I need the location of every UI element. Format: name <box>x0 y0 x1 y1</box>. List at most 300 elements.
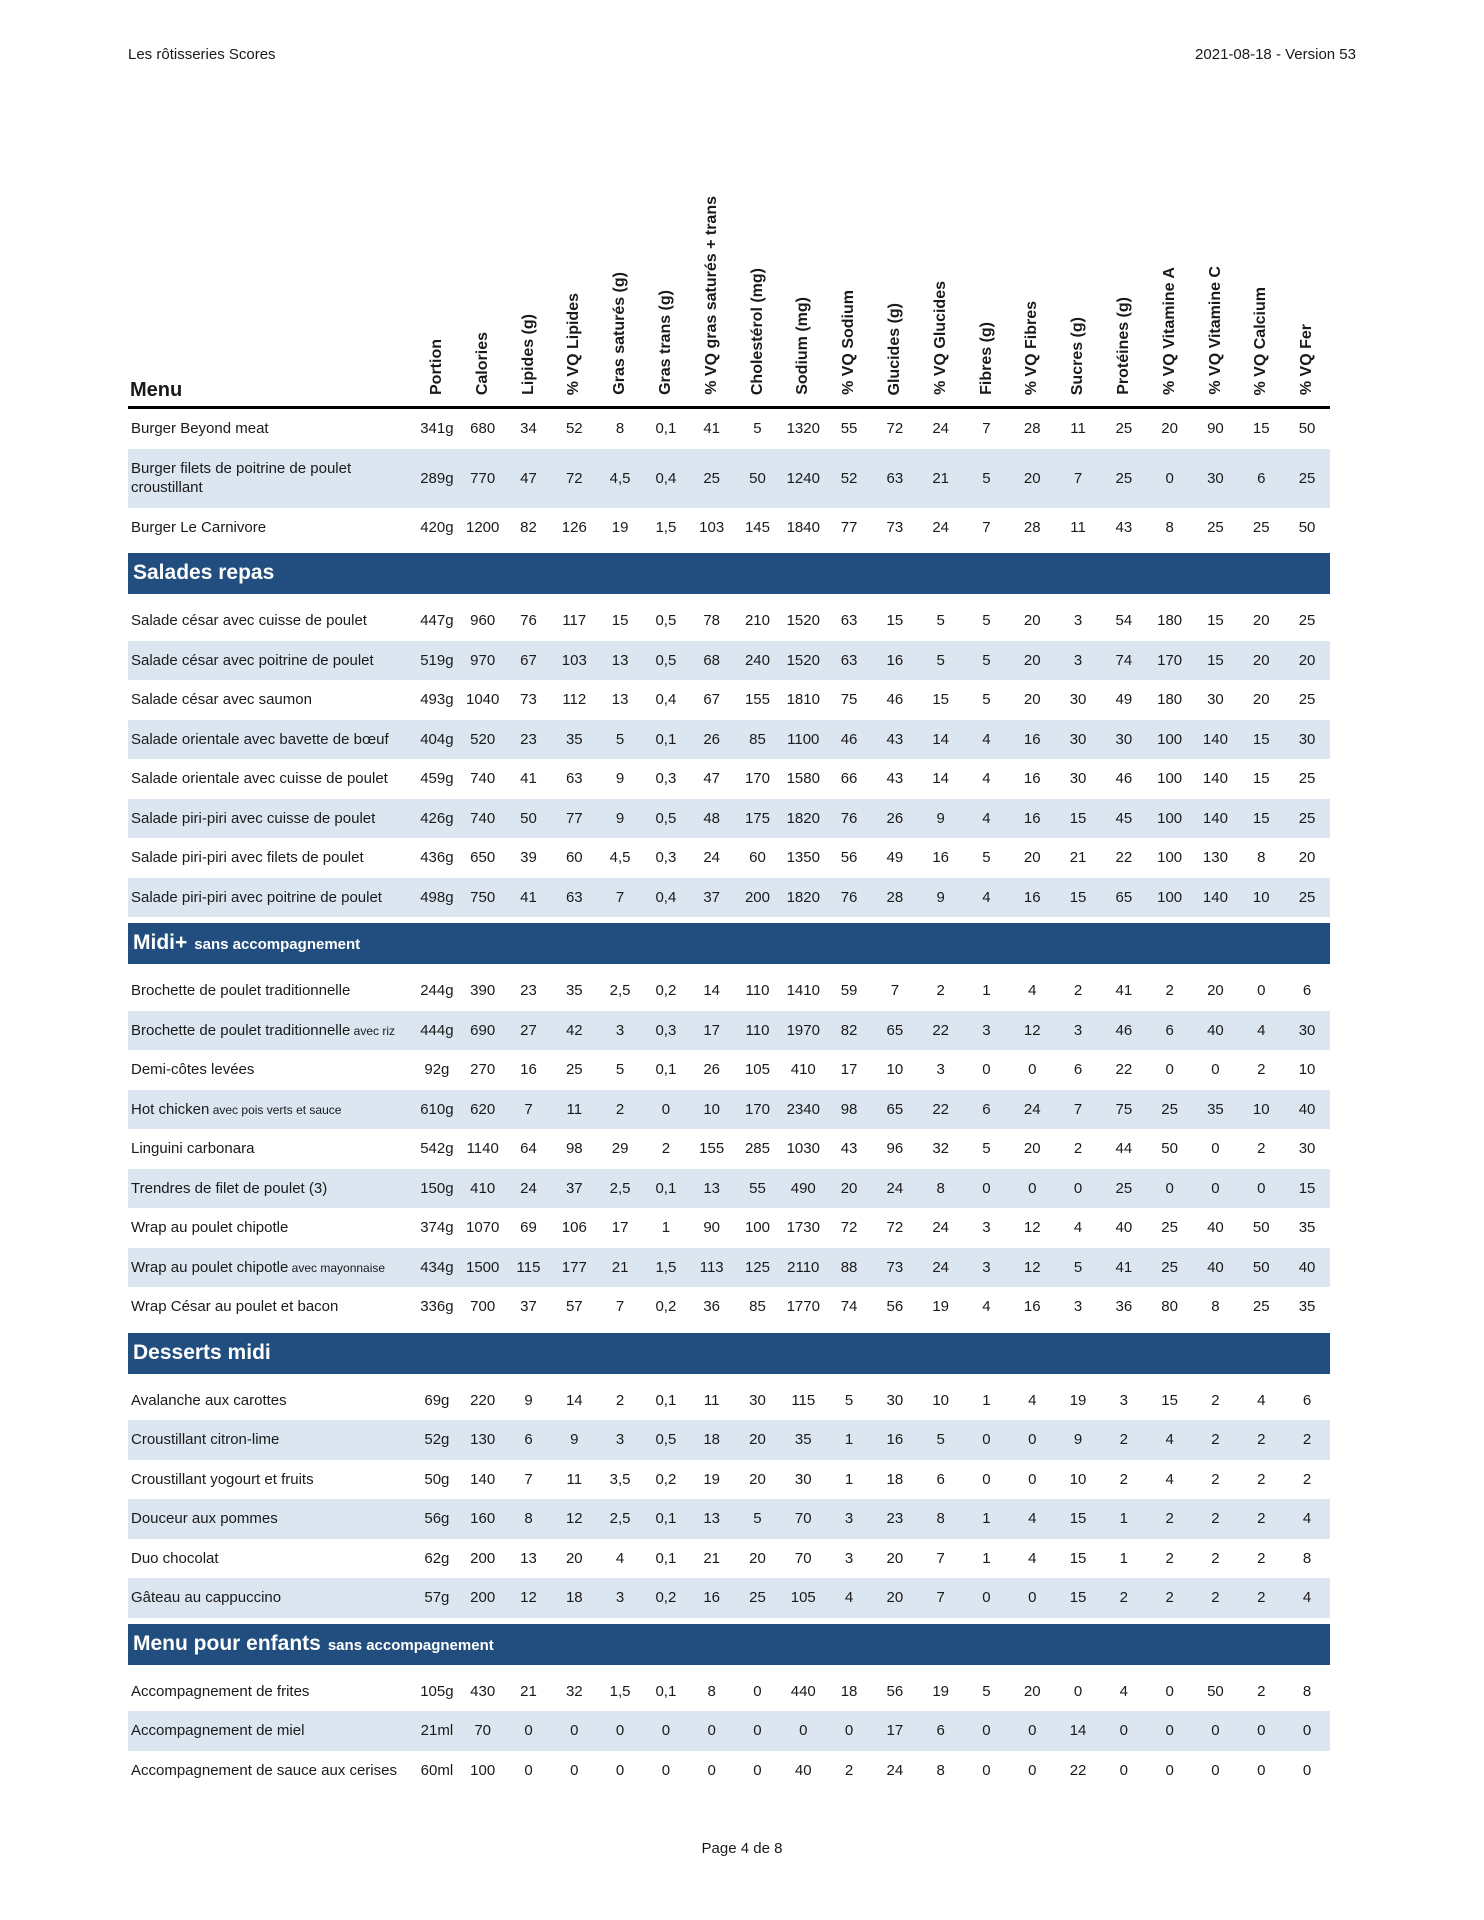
menu-item-name-cell <box>128 1287 414 1327</box>
document-version: 2021-08-18 - Version 53 <box>1195 46 1356 63</box>
value-cell: 24 <box>703 849 721 867</box>
value-cell: 7 <box>524 1470 533 1488</box>
value-cell: 1820 <box>780 878 826 918</box>
menu-item-name: Salade orientale avec bavette de bœuf <box>131 730 389 748</box>
column-header <box>460 128 506 408</box>
menu-item-name-cell <box>128 1672 414 1712</box>
value-cell: 9 <box>597 799 643 839</box>
value-cell: 3 <box>936 1061 945 1079</box>
value-cell: 14 <box>703 982 721 1000</box>
value-cell: 0 <box>780 1711 826 1751</box>
value-cell: 420g <box>420 518 454 536</box>
value-cell: 30 <box>1193 449 1239 508</box>
value-cell: 80 <box>1161 1298 1178 1316</box>
value-cell: 2 <box>1119 1470 1129 1488</box>
value-cell: 150g <box>414 1169 460 1209</box>
value-cell: 0 <box>1211 1061 1220 1079</box>
value-cell: 24 <box>872 1169 918 1209</box>
table-row <box>128 1420 1330 1460</box>
value-cell: 0 <box>1055 1169 1101 1209</box>
value-cell: 650 <box>470 849 496 867</box>
menu-item-name: Salade piri-piri avec poitrine de poulet <box>131 888 382 906</box>
value-cell: 32 <box>565 1682 583 1700</box>
value-cell: 7 <box>1055 449 1101 508</box>
value-cell: 28 <box>1023 420 1041 438</box>
menu-item-name: Burger filets de poitrine de poulet croustillant <box>131 459 352 496</box>
value-cell: 5 <box>982 691 991 709</box>
value-cell: 542g <box>420 1140 454 1158</box>
value-cell: 20 <box>1023 1682 1041 1700</box>
value-cell: 5 <box>597 720 643 760</box>
value-cell: 21ml <box>414 1711 460 1751</box>
section-title: Menu pour enfants <box>133 1631 321 1655</box>
value-cell: 47 <box>703 770 721 788</box>
value-cell: 0,5 <box>643 799 689 839</box>
value-cell: 0 <box>1193 1169 1239 1209</box>
value-cell: 5 <box>844 1391 854 1409</box>
value-cell: 73 <box>872 1248 918 1288</box>
value-cell: 680 <box>470 420 496 438</box>
table-row <box>128 1208 1330 1248</box>
value-cell: 35 <box>1193 1090 1239 1130</box>
value-cell: 498g <box>414 878 460 918</box>
value-cell: 24 <box>932 1219 949 1237</box>
value-cell: 459g <box>420 770 454 788</box>
value-cell: 0 <box>1101 1711 1147 1751</box>
value-cell: 0 <box>1238 1169 1284 1209</box>
value-cell: 0 <box>1165 1761 1174 1779</box>
value-cell: 0 <box>551 1711 597 1751</box>
value-cell: 0 <box>1009 1420 1055 1460</box>
spacer-row <box>128 1665 1330 1672</box>
column-header <box>1101 128 1147 408</box>
menu-item-name: Salade césar avec poitrine de poulet <box>131 651 374 669</box>
value-cell: 2 <box>1257 1682 1266 1700</box>
value-cell: 690 <box>460 1011 506 1051</box>
value-cell: 22 <box>918 1090 964 1130</box>
value-cell: 24 <box>1009 1090 1055 1130</box>
value-cell: 46 <box>826 720 872 760</box>
value-cell: 0 <box>964 1578 1010 1618</box>
value-cell: 13 <box>597 641 643 681</box>
value-cell: 30 <box>1207 691 1224 709</box>
value-cell: 2 <box>1211 1470 1220 1488</box>
value-cell: 32 <box>932 1140 949 1158</box>
value-cell: 13 <box>520 1549 537 1567</box>
table-row <box>128 601 1330 641</box>
value-cell: 240 <box>735 641 781 681</box>
value-cell: 0 <box>1073 1682 1083 1700</box>
value-cell: 15 <box>1238 720 1284 760</box>
value-cell: 3 <box>844 1549 854 1567</box>
value-cell: 96 <box>886 1140 904 1158</box>
value-cell: 63 <box>840 612 858 630</box>
value-cell: 82 <box>520 518 537 536</box>
section-subtitle: sans accompagnement <box>194 936 361 953</box>
value-cell: 30 <box>1069 691 1087 709</box>
value-cell: 0 <box>1028 1061 1037 1079</box>
column-header-label: Lipides (g) <box>519 314 537 395</box>
value-cell: 36 <box>1115 1298 1133 1316</box>
table-row <box>128 1248 1330 1288</box>
menu-item-name-cell <box>128 1011 414 1051</box>
value-cell: 64 <box>520 1140 537 1158</box>
value-cell: 14 <box>1055 1711 1101 1751</box>
value-cell: 0 <box>1165 1061 1174 1079</box>
value-cell: 130 <box>1202 849 1228 867</box>
spacer <box>128 1665 1330 1672</box>
value-cell: 0,2 <box>655 1298 677 1316</box>
table-row <box>128 641 1330 681</box>
value-cell: 0 <box>753 1761 762 1779</box>
menu-item-name: Croustillant citron-lime <box>131 1431 280 1448</box>
value-cell: 2 <box>1101 1578 1147 1618</box>
menu-item-name-cell <box>128 1169 414 1209</box>
value-cell: 12 <box>551 1499 597 1539</box>
value-cell: 2 <box>1073 1140 1083 1158</box>
value-cell: 43 <box>1115 518 1133 536</box>
value-cell: 117 <box>562 612 587 630</box>
value-cell: 56 <box>840 849 858 867</box>
value-cell: 160 <box>460 1499 506 1539</box>
value-cell: 16 <box>872 641 918 681</box>
value-cell: 20 <box>749 1470 766 1488</box>
value-cell: 100 <box>1147 799 1193 839</box>
value-cell: 2340 <box>780 1090 826 1130</box>
value-cell: 15 <box>1284 1169 1330 1209</box>
column-header-label: % VQ Vitamine A <box>1160 266 1178 395</box>
value-cell: 77 <box>840 518 858 536</box>
value-cell: 85 <box>735 720 781 760</box>
value-cell: 0 <box>982 1761 991 1779</box>
value-cell: 19 <box>611 518 629 536</box>
value-cell: 11 <box>566 1470 583 1488</box>
column-header-label: % VQ Fer <box>1298 323 1316 395</box>
value-cell: 24 <box>918 1248 964 1288</box>
value-cell: 25 <box>1298 691 1316 709</box>
value-cell: 20 <box>749 1549 766 1567</box>
value-cell: 55 <box>840 420 858 438</box>
value-cell: 76 <box>826 878 872 918</box>
value-cell: 15 <box>1069 1549 1087 1567</box>
table-row <box>128 1129 1330 1169</box>
section-title: Salades repas <box>133 561 275 584</box>
value-cell: 1810 <box>786 691 820 709</box>
value-cell: 610g <box>414 1090 460 1130</box>
value-cell: 15 <box>1207 612 1224 630</box>
value-cell: 20 <box>1009 641 1055 681</box>
value-cell: 436g <box>420 849 454 867</box>
value-cell: 20 <box>1023 1140 1041 1158</box>
value-cell: 110 <box>745 982 770 1000</box>
value-cell: 65 <box>872 1011 918 1051</box>
value-cell: 0,3 <box>643 1011 689 1051</box>
value-cell: 6 <box>1302 982 1312 1000</box>
value-cell: 24 <box>886 1761 904 1779</box>
value-cell: 20 <box>1023 849 1041 867</box>
value-cell: 100 <box>1147 720 1193 760</box>
value-cell: 30 <box>1101 720 1147 760</box>
value-cell: 25 <box>1161 1219 1178 1237</box>
column-header <box>643 128 689 408</box>
value-cell: 2 <box>1193 1578 1239 1618</box>
section-header <box>128 1624 1330 1665</box>
value-cell: 19 <box>1069 1391 1087 1409</box>
column-header <box>506 128 552 408</box>
value-cell: 0 <box>1009 1578 1055 1618</box>
value-cell: 74 <box>840 1298 858 1316</box>
menu-item-name-cell <box>128 878 414 918</box>
section-header <box>128 1333 1330 1374</box>
value-cell: 4 <box>1147 1420 1193 1460</box>
table-row <box>128 508 1330 548</box>
value-cell: 15 <box>1161 1391 1178 1409</box>
value-cell: 18 <box>886 1470 904 1488</box>
value-cell: 21 <box>520 1682 537 1700</box>
table-row <box>128 838 1330 878</box>
value-cell: 285 <box>744 1140 770 1158</box>
value-cell: 17 <box>611 1219 629 1237</box>
value-cell: 210 <box>744 612 770 630</box>
menu-item-name-cell <box>128 1499 414 1539</box>
value-cell: 60ml <box>420 1761 454 1779</box>
value-cell: 155 <box>699 1140 725 1158</box>
value-cell: 25 <box>1284 449 1330 508</box>
value-cell: 404g <box>414 720 460 760</box>
value-cell: 180 <box>1157 691 1183 709</box>
value-cell: 6 <box>1073 1061 1083 1079</box>
section-header-row <box>128 1333 1330 1374</box>
menu-item-name: Avalanche aux carottes <box>131 1391 287 1409</box>
value-cell: 98 <box>826 1090 872 1130</box>
value-cell: 16 <box>1009 878 1055 918</box>
value-cell: 1 <box>1119 1549 1129 1567</box>
column-header-label: Fibres (g) <box>977 322 995 395</box>
value-cell: 11 <box>551 1090 597 1130</box>
menu-item-name: Salade césar avec saumon <box>131 691 312 708</box>
value-cell: 4 <box>1284 1499 1330 1539</box>
table-header-row <box>128 128 1330 408</box>
value-cell: 0 <box>1147 1711 1193 1751</box>
value-cell: 4 <box>964 878 1010 918</box>
column-header-label: % VQ Lipides <box>565 292 583 395</box>
value-cell: 0,1 <box>643 1169 689 1209</box>
value-cell: 7 <box>982 420 991 438</box>
value-cell: 20 <box>1023 691 1041 709</box>
menu-item-name-suffix: avec mayonnaise <box>288 1260 386 1275</box>
value-cell: 0 <box>1009 1711 1055 1751</box>
value-cell: 15 <box>1193 641 1239 681</box>
value-cell: 27 <box>506 1011 552 1051</box>
value-cell: 15 <box>1055 1578 1101 1618</box>
value-cell: 25 <box>735 1578 781 1618</box>
value-cell: 2 <box>1193 1420 1239 1460</box>
value-cell: 0,1 <box>643 1499 689 1539</box>
value-cell: 50 <box>506 799 552 839</box>
value-cell: 426g <box>414 799 460 839</box>
value-cell: 9 <box>918 878 964 918</box>
value-cell: 50 <box>1238 1248 1284 1288</box>
column-header-label: Glucides (g) <box>886 302 904 395</box>
menu-item-name: Accompagnement de sauce aux cerises <box>131 1761 397 1779</box>
value-cell: 18 <box>689 1420 735 1460</box>
column-header-label: % VQ Glucides <box>931 281 949 395</box>
column-header <box>597 128 643 408</box>
column-header <box>918 128 964 408</box>
table-row <box>128 799 1330 839</box>
value-cell: 60 <box>565 849 583 867</box>
value-cell: 5 <box>982 849 991 867</box>
value-cell: 12 <box>506 1578 552 1618</box>
value-cell: 130 <box>460 1420 506 1460</box>
value-cell: 1970 <box>780 1011 826 1051</box>
value-cell: 52g <box>414 1420 460 1460</box>
value-cell: 66 <box>840 770 858 788</box>
spacer-row <box>128 594 1330 601</box>
menu-item-name-suffix: avec pois verts et sauce <box>209 1102 342 1117</box>
value-cell: 0 <box>570 1761 579 1779</box>
value-cell: 40 <box>1207 1219 1224 1237</box>
value-cell: 65 <box>872 1090 918 1130</box>
value-cell: 2 <box>1238 1499 1284 1539</box>
value-cell: 200 <box>470 1549 496 1567</box>
value-cell: 113 <box>689 1248 735 1288</box>
value-cell: 41 <box>1115 982 1133 1000</box>
value-cell: 30 <box>1284 1011 1330 1051</box>
value-cell: 47 <box>506 449 552 508</box>
value-cell: 73 <box>886 518 904 536</box>
value-cell: 39 <box>520 849 537 867</box>
value-cell: 36 <box>703 1298 721 1316</box>
value-cell: 0 <box>1302 1761 1312 1779</box>
value-cell: 2 <box>1257 1140 1266 1158</box>
value-cell: 1730 <box>786 1219 820 1237</box>
value-cell: 170 <box>744 770 770 788</box>
value-cell: 2 <box>844 1761 854 1779</box>
value-cell: 10 <box>1298 1061 1316 1079</box>
value-cell: 2 <box>1101 1420 1147 1460</box>
value-cell: 22 <box>1115 849 1133 867</box>
value-cell: 1520 <box>780 641 826 681</box>
value-cell: 8 <box>1165 518 1174 536</box>
menu-item-name-cell <box>128 641 414 681</box>
document-title: Les rôtisseries Scores <box>128 46 276 63</box>
menu-item-name: Trendres de filet de poulet (3) <box>131 1179 328 1197</box>
value-cell: 26 <box>689 720 735 760</box>
value-cell: 1,5 <box>655 518 677 536</box>
menu-item-name-cell <box>128 799 414 839</box>
value-cell: 24 <box>506 1169 552 1209</box>
value-cell: 40 <box>1193 1248 1239 1288</box>
value-cell: 1,5 <box>609 1682 631 1700</box>
value-cell: 0 <box>1257 1761 1266 1779</box>
value-cell: 1 <box>844 1470 854 1488</box>
value-cell: 0,4 <box>643 878 689 918</box>
value-cell: 0 <box>524 1761 533 1779</box>
value-cell: 100 <box>1157 770 1183 788</box>
value-cell: 0,1 <box>655 1391 677 1409</box>
value-cell: 1030 <box>786 1140 820 1158</box>
value-cell: 50 <box>1298 518 1316 536</box>
value-cell: 57 <box>565 1298 583 1316</box>
spacer-row <box>128 964 1330 971</box>
value-cell: 5 <box>753 420 762 438</box>
value-cell: 7 <box>982 518 991 536</box>
value-cell: 2 <box>661 1140 671 1158</box>
value-cell: 16 <box>872 1420 918 1460</box>
value-cell: 40 <box>1284 1248 1330 1288</box>
value-cell: 3 <box>1119 1391 1129 1409</box>
menu-item-name: Salade césar avec cuisse de poulet <box>131 612 367 629</box>
value-cell: 2 <box>1073 982 1083 1000</box>
menu-item-name: Accompagnement de miel <box>131 1722 305 1739</box>
value-cell: 6 <box>506 1420 552 1460</box>
value-cell: 0 <box>964 1711 1010 1751</box>
menu-item-name-cell <box>128 838 414 878</box>
value-cell: 0 <box>1119 1761 1129 1779</box>
value-cell: 0 <box>689 1711 735 1751</box>
value-cell: 20 <box>1009 449 1055 508</box>
value-cell: 41 <box>703 420 721 438</box>
value-cell: 12 <box>1009 1248 1055 1288</box>
value-cell: 28 <box>872 878 918 918</box>
menu-item-name: Douceur aux pommes <box>131 1510 278 1527</box>
value-cell: 16 <box>689 1578 735 1618</box>
value-cell: 0 <box>735 1711 781 1751</box>
value-cell: 26 <box>703 1061 721 1079</box>
value-cell: 110 <box>735 1011 781 1051</box>
nutrition-table <box>128 128 1330 1790</box>
value-cell: 15 <box>1055 878 1101 918</box>
value-cell: 35 <box>551 720 597 760</box>
value-cell: 17 <box>840 1061 858 1079</box>
value-cell: 19 <box>932 1682 949 1700</box>
value-cell: 34 <box>520 420 537 438</box>
value-cell: 10 <box>1069 1470 1087 1488</box>
value-cell: 4 <box>1028 982 1037 1000</box>
value-cell: 9 <box>551 1420 597 1460</box>
value-cell: 56 <box>886 1298 904 1316</box>
value-cell: 3 <box>597 1011 643 1051</box>
value-cell: 0 <box>1238 1711 1284 1751</box>
value-cell: 520 <box>460 720 506 760</box>
value-cell: 105g <box>420 1682 454 1700</box>
section-header-row <box>128 1624 1330 1665</box>
value-cell: 8 <box>615 420 625 438</box>
value-cell: 54 <box>1115 612 1133 630</box>
value-cell: 0 <box>982 1470 991 1488</box>
value-cell: 12 <box>1009 1011 1055 1051</box>
value-cell: 52 <box>565 420 583 438</box>
value-cell: 145 <box>744 518 770 536</box>
value-cell: 72 <box>840 1219 858 1237</box>
value-cell: 35 <box>780 1420 826 1460</box>
value-cell: 14 <box>565 1391 583 1409</box>
value-cell: 37 <box>551 1169 597 1209</box>
value-cell: 25 <box>1207 518 1224 536</box>
value-cell: 105 <box>744 1061 770 1079</box>
menu-item-name: Brochette de poulet traditionnelle <box>131 982 351 999</box>
column-header <box>1055 128 1101 408</box>
value-cell: 37 <box>689 878 735 918</box>
value-cell: 25 <box>1252 518 1270 536</box>
value-cell: 8 <box>918 1499 964 1539</box>
value-cell: 447g <box>420 612 454 630</box>
value-cell: 15 <box>1252 770 1270 788</box>
value-cell: 4 <box>1257 1391 1266 1409</box>
value-cell: 100 <box>744 1219 770 1237</box>
value-cell: 10 <box>1238 878 1284 918</box>
